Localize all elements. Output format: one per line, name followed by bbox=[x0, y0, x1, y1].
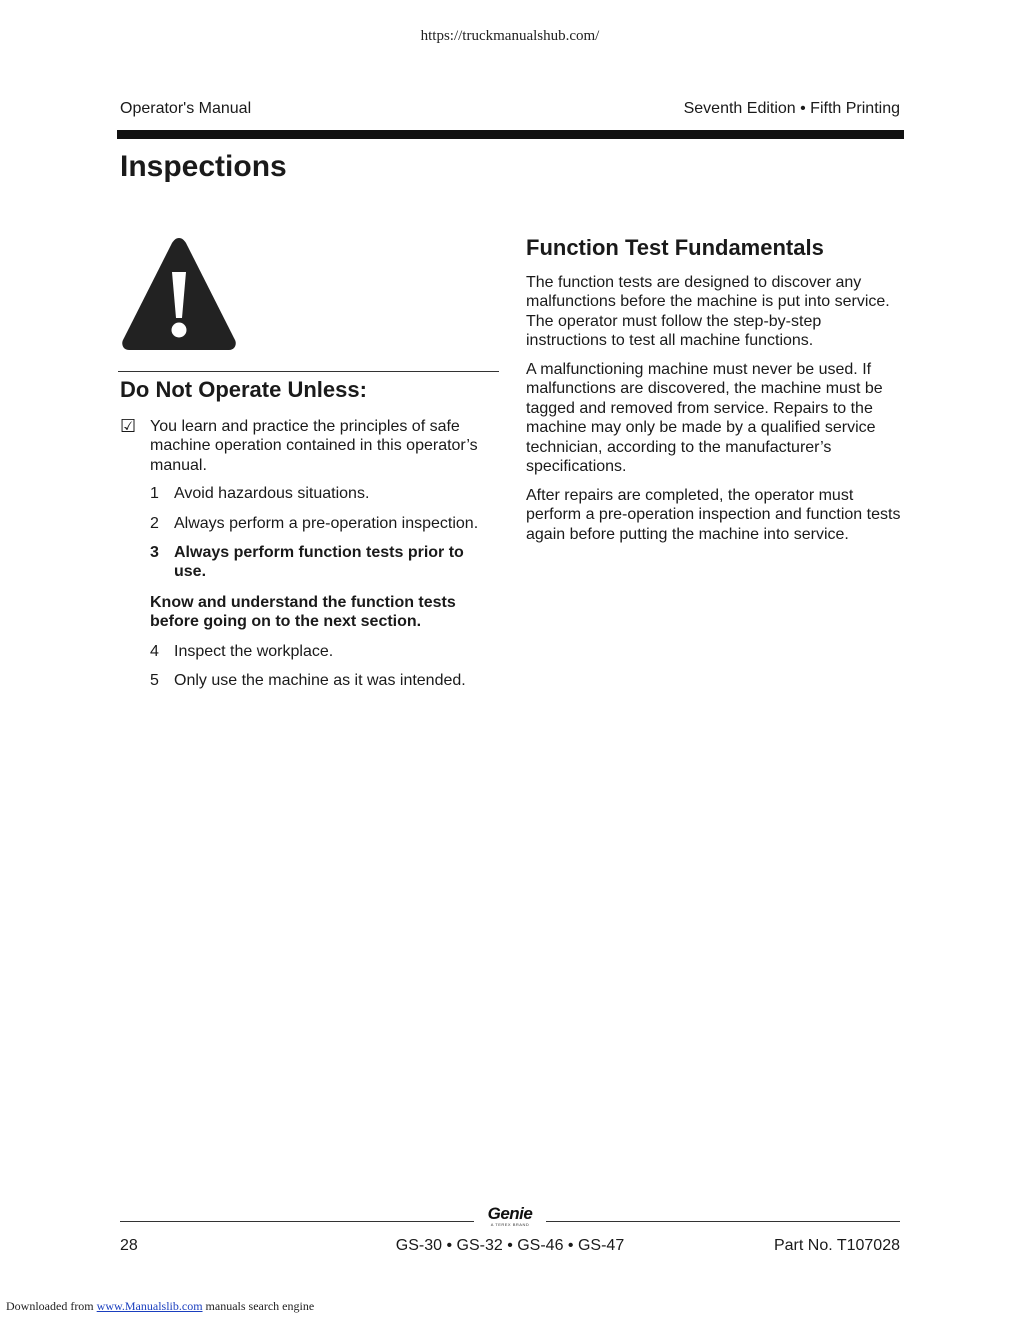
list-item-number: 1 bbox=[150, 485, 159, 502]
do-not-operate-heading: Do Not Operate Unless: bbox=[120, 377, 367, 402]
list-item-number: 3 bbox=[150, 544, 159, 561]
model-list: GS-30 • GS-32 • GS-46 • GS-47 bbox=[395, 1237, 625, 1254]
list-item-text: Always perform function tests prior to use. bbox=[174, 544, 464, 581]
list-item-text: Inspect the workplace. bbox=[174, 643, 334, 660]
warning-triangle-icon bbox=[120, 234, 238, 352]
header-manual-title: Operator's Manual bbox=[120, 100, 252, 117]
header-rule bbox=[117, 130, 904, 139]
check-item-text: You learn and practice the principles of safe machine operation contained in this operator’s manual. bbox=[150, 418, 478, 474]
list-item-text: Avoid hazardous situations. bbox=[174, 485, 370, 502]
list-item-text: Only use the machine as it was intended. bbox=[174, 672, 466, 689]
paragraph: A malfunctioning machine must never be used. If malfunctions are discovered, the machine must be tagged and removed from service. Repairs to the machine may only be made by a qualified service technician, according to the manufacturer’s specifications. bbox=[526, 361, 883, 476]
genie-logo bbox=[478, 1204, 542, 1227]
section-divider bbox=[118, 371, 499, 372]
page-number: 28 bbox=[120, 1237, 138, 1254]
function-test-heading: Function Test Fundamentals bbox=[526, 235, 824, 260]
page-title: Inspections bbox=[120, 150, 287, 183]
download-suffix: manuals search engine bbox=[205, 1299, 315, 1313]
header-edition: Seventh Edition • Fifth Printing bbox=[683, 100, 900, 117]
download-prefix: Downloaded from bbox=[6, 1299, 94, 1313]
download-bar bbox=[6, 1299, 314, 1314]
source-url: https://truckmanualshub.com/ bbox=[420, 28, 600, 44]
check-item bbox=[120, 417, 500, 475]
checkbox-icon: ☑ bbox=[120, 416, 137, 436]
function-test-note: Know and understand the function tests before going on to the next section. bbox=[150, 594, 456, 631]
list-item-number: 4 bbox=[150, 643, 159, 660]
footer-rule-right bbox=[546, 1221, 900, 1222]
part-number: Part No. T107028 bbox=[773, 1237, 900, 1254]
manualslib-link[interactable]: www.Manualslib.com bbox=[96, 1299, 203, 1313]
paragraph: The function tests are designed to discover any malfunctions before the machine is put into service. The operator must follow the step-by-step instructions to test all machine functions. bbox=[526, 274, 890, 350]
list-item-number: 2 bbox=[150, 515, 159, 532]
logo-word: Genie bbox=[487, 1204, 533, 1223]
logo-tagline: A TEREX BRAND bbox=[490, 1222, 530, 1227]
footer-rule-left bbox=[120, 1221, 474, 1222]
list-item-text: Always perform a pre-operation inspection. bbox=[174, 515, 479, 532]
list-item-number: 5 bbox=[150, 672, 159, 689]
paragraph: After repairs are completed, the operator must perform a pre-operation inspection and function tests again before putting the machine into service. bbox=[526, 487, 901, 543]
